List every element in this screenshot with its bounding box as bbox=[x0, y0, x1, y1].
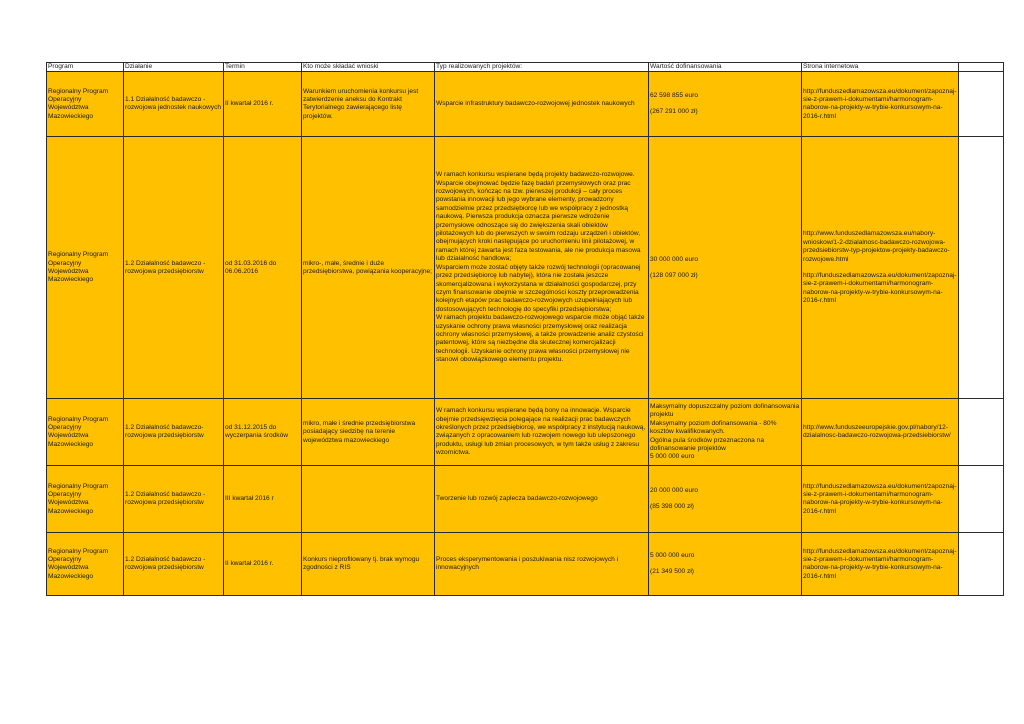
cell-strona bbox=[802, 533, 959, 596]
cell-program: Regionalny Program Operacyjny Województwa Mazowieckiego bbox=[47, 399, 124, 466]
cell-program: Regionalny Program Operacyjny Województwa Mazowieckiego bbox=[47, 137, 124, 399]
header-termin: Termin bbox=[224, 63, 302, 72]
cell-termin: III kwartał 2016 r bbox=[224, 466, 302, 533]
cell-dzialanie: 1.1 Działalność badawczo -rozwojowa jednostek naukowych bbox=[124, 72, 224, 137]
strona-link[interactable]: http://funduszedlamazowsza.eu/dokument/zapoznaj-sie-z-prawem-i-dokumentami/harmonogram-naborow-na-projekty-w-trybie-konkursowym-na-2016-r.html bbox=[803, 482, 957, 515]
cell-dzialanie: 1.2 Działalność badawczo-rozwojowa przedsiębiorstw bbox=[124, 399, 224, 466]
cell-wartosc bbox=[649, 533, 802, 596]
header-dzialanie: Działanie bbox=[124, 63, 224, 72]
cell-strona bbox=[802, 466, 959, 533]
cell-empty bbox=[958, 466, 1003, 533]
cell-empty bbox=[958, 137, 1003, 399]
cell-wartosc bbox=[649, 137, 802, 399]
table-row bbox=[47, 533, 1004, 596]
cell-typ: W ramach konkursu wspierane będą bony na innowacje. Wsparcie obejmie przedsięwzięcia polegające na realizacji prac badawczych określonych przez przedsiębiorcę, we współpracy z instytucją naukową, związanych z opracowaniem lub rozwojem nowego lub ulepszonego produktu, usługi lub zmian procesowych, w tym także usług z zakresu wzornictwa. bbox=[435, 399, 649, 466]
cell-termin: od 31.12.2015 do wyczerpania środków bbox=[224, 399, 302, 466]
cell-kto: mikro, małe i średnie przedsiębiorstwa posiadający siedzibę na terenie województwa mazowieckiego bbox=[302, 399, 435, 466]
cell-termin: II kwartał 2016 r. bbox=[224, 72, 302, 137]
header-wartosc: Wartość dofinansowania bbox=[649, 63, 802, 72]
cell-wartosc: Maksymalny dopuszczalny poziom dofinansowania projektu Maksymalny poziom dofinansowania - 80% kosztów kwalifikowanych. Ogólna pula środków przeznaczona na dofinansowanie projektów 5 000 000 euro bbox=[649, 399, 802, 466]
cell-kto: mikro-, małe, średnie i duże przedsiębiorstwa, powiązania kooperacyjne; bbox=[302, 137, 435, 399]
cell-dzialanie: 1.2 Działalność badawczo -rozwojowa przedsiębiorstw bbox=[124, 137, 224, 399]
cell-kto bbox=[302, 466, 435, 533]
strona-link[interactable]: http://funduszedlamazowsza.eu/dokument/zapoznaj-sie-z-prawem-i-dokumentami/harmonogram-naborow-na-projekty-w-trybie-konkursowym-na-2016-r.html bbox=[803, 271, 957, 305]
cell-empty bbox=[958, 72, 1003, 137]
cell-strona bbox=[802, 137, 959, 399]
cell-kto: Konkurs nieprofilowany tj. brak wymogu zgodności z RIS bbox=[302, 533, 435, 596]
header-typ: Typ realizowanych projektów: bbox=[435, 63, 649, 72]
header-strona: Strona internetowa bbox=[802, 63, 959, 72]
cell-dzialanie: 1.2 Działalność badawczo -rozwojowa przedsiębiorstw bbox=[124, 533, 224, 596]
header-row bbox=[47, 63, 1004, 72]
strona-link[interactable]: http://www.funduszeeuropejskie.gov.pl/nabory/12-dzialalnosc-badawczo-rozwojowa-przedsiebiorstw/ bbox=[803, 424, 951, 440]
wartosc-euro: 20 000 000 euro bbox=[650, 487, 699, 494]
cell-typ: Tworzenie lub rozwój zaplecza badawczo-rozwojowego bbox=[435, 466, 649, 533]
cell-program: Regionalny Program Operacyjny Województwa Mazowieckiego bbox=[47, 533, 124, 596]
table-row bbox=[47, 72, 1004, 137]
cell-typ: Proces eksperymentowania i poszukiwania nisz rozwojowych i innowacyjnych bbox=[435, 533, 649, 596]
cell-dzialanie: 1.2 Działalność badawczo -rozwojowa przedsiębiorstw bbox=[124, 466, 224, 533]
header-empty bbox=[958, 63, 1003, 72]
table-row bbox=[47, 137, 1004, 399]
wartosc-euro: 30 000 000 euro bbox=[650, 255, 699, 263]
cell-typ: W ramach konkursu wspierane będą projekty badawczo-rozwojowe. Wsparcie obejmować będzie fazę badań przemysłowych oraz prac rozwojowych, kończąc na tzw. pierwszej produkcji – cały proces powstania innowacji lub jego wybrane elementy, prowadzony samodzielnie przez przedsiębiorcę lub we współpracy z jednostką naukową. Pierwsza produkcja oznacza pierwsze wdrożenie przemysłowe odnoszące się do zwiększenia skali obiektów pilotażowych lub do pierwszych w swoim rodzaju urządzeń i obiektów, obejmujących kroki następujące po uruchomieniu linii pilotażowej, w ramach której zawarta jest faza testowania, ale nie produkcja masowa lub działalność handlowa; Wsparciem może zostać objęty także rozwój technologii (opracowanej przez przedsiębiorcę lub nabytej), która nie została jeszcze skomercjalizowana i wykorzystana w działalności gospodarczej, przy czym finansowanie obejmie w szczególności koszty przeprowadzenia kolejnych etapów prac badawczo-rozwojowych uzupełniających lub dostosowujących technologię do specyfiki przedsiębiorstwa; W ramach projektu badawczo-rozwojowego wsparcie może objąć także uzyskanie ochrony prawa własności przemysłowej oraz realizacja ochrony własności przemysłowej, a także prowadzenie analiz czystości patentowej, które są niezbędne dla skutecznej komercjalizacji technologii. Uzyskanie ochrony prawa własności przemysłowej nie stanowi obowiązkowego elementu projektu. bbox=[435, 137, 649, 399]
cell-strona bbox=[802, 72, 959, 137]
header-kto: Kto może składać wnioski bbox=[302, 63, 435, 72]
wartosc-pln: (21 349 500 zł) bbox=[650, 568, 694, 576]
table-row bbox=[47, 399, 1004, 466]
table-row bbox=[47, 466, 1004, 533]
header-program: Program bbox=[47, 63, 124, 72]
cell-kto: Warunkiem uruchomienia konkursu jest zatwierdzenie aneksu do Kontrakt Terytorialnego zawierającego listę projektów. bbox=[302, 72, 435, 137]
cell-program: Regionalny Program Operacyjny Województwa Mazowieckiego bbox=[47, 466, 124, 533]
cell-strona bbox=[802, 399, 959, 466]
wartosc-pln: (85 398 000 zł) bbox=[650, 503, 694, 511]
cell-wartosc bbox=[649, 466, 802, 533]
strona-link[interactable]: http://funduszedlamazowsza.eu/dokument/zapoznaj-sie-z-prawem-i-dokumentami/harmonogram-naborow-na-projekty-w-trybie-konkursowym-na-2016-r.html bbox=[803, 547, 957, 580]
funding-table bbox=[46, 62, 1004, 596]
cell-termin: II kwartał 2016 r. bbox=[224, 533, 302, 596]
strona-link[interactable]: http://funduszedlamazowsza.eu/dokument/zapoznaj-sie-z-prawem-i-dokumentami/harmonogram-naborow-na-projekty-w-trybie-konkursowym-na-2016-r.html bbox=[803, 87, 957, 120]
cell-empty bbox=[958, 533, 1003, 596]
strona-link[interactable]: http://www.funduszedlamazowsza.eu/nabory-wnioskow/1-2-dzialalnosc-badawczo-rozwojowa-przedsiebiorstw-typ-projektow-projekty-badawczo-rozwojowe.html bbox=[803, 230, 950, 263]
cell-program: Regionalny Program Operacyjny Województwa Mazowieckiego bbox=[47, 72, 124, 137]
wartosc-pln: (267 291 000 zł) bbox=[650, 108, 698, 116]
wartosc-euro: 5 000 000 euro bbox=[650, 552, 695, 559]
cell-wartosc bbox=[649, 72, 802, 137]
cell-termin: od 31.03.2016 do 06.06.2016 bbox=[224, 137, 302, 399]
wartosc-pln: (128 097 000 zł) bbox=[650, 271, 698, 279]
cell-typ: Wsparcie infrastruktury badawczo-rozwojowej jednostek naukowych bbox=[435, 72, 649, 137]
wartosc-euro: 62 598 855 euro bbox=[650, 92, 699, 99]
cell-empty bbox=[958, 399, 1003, 466]
